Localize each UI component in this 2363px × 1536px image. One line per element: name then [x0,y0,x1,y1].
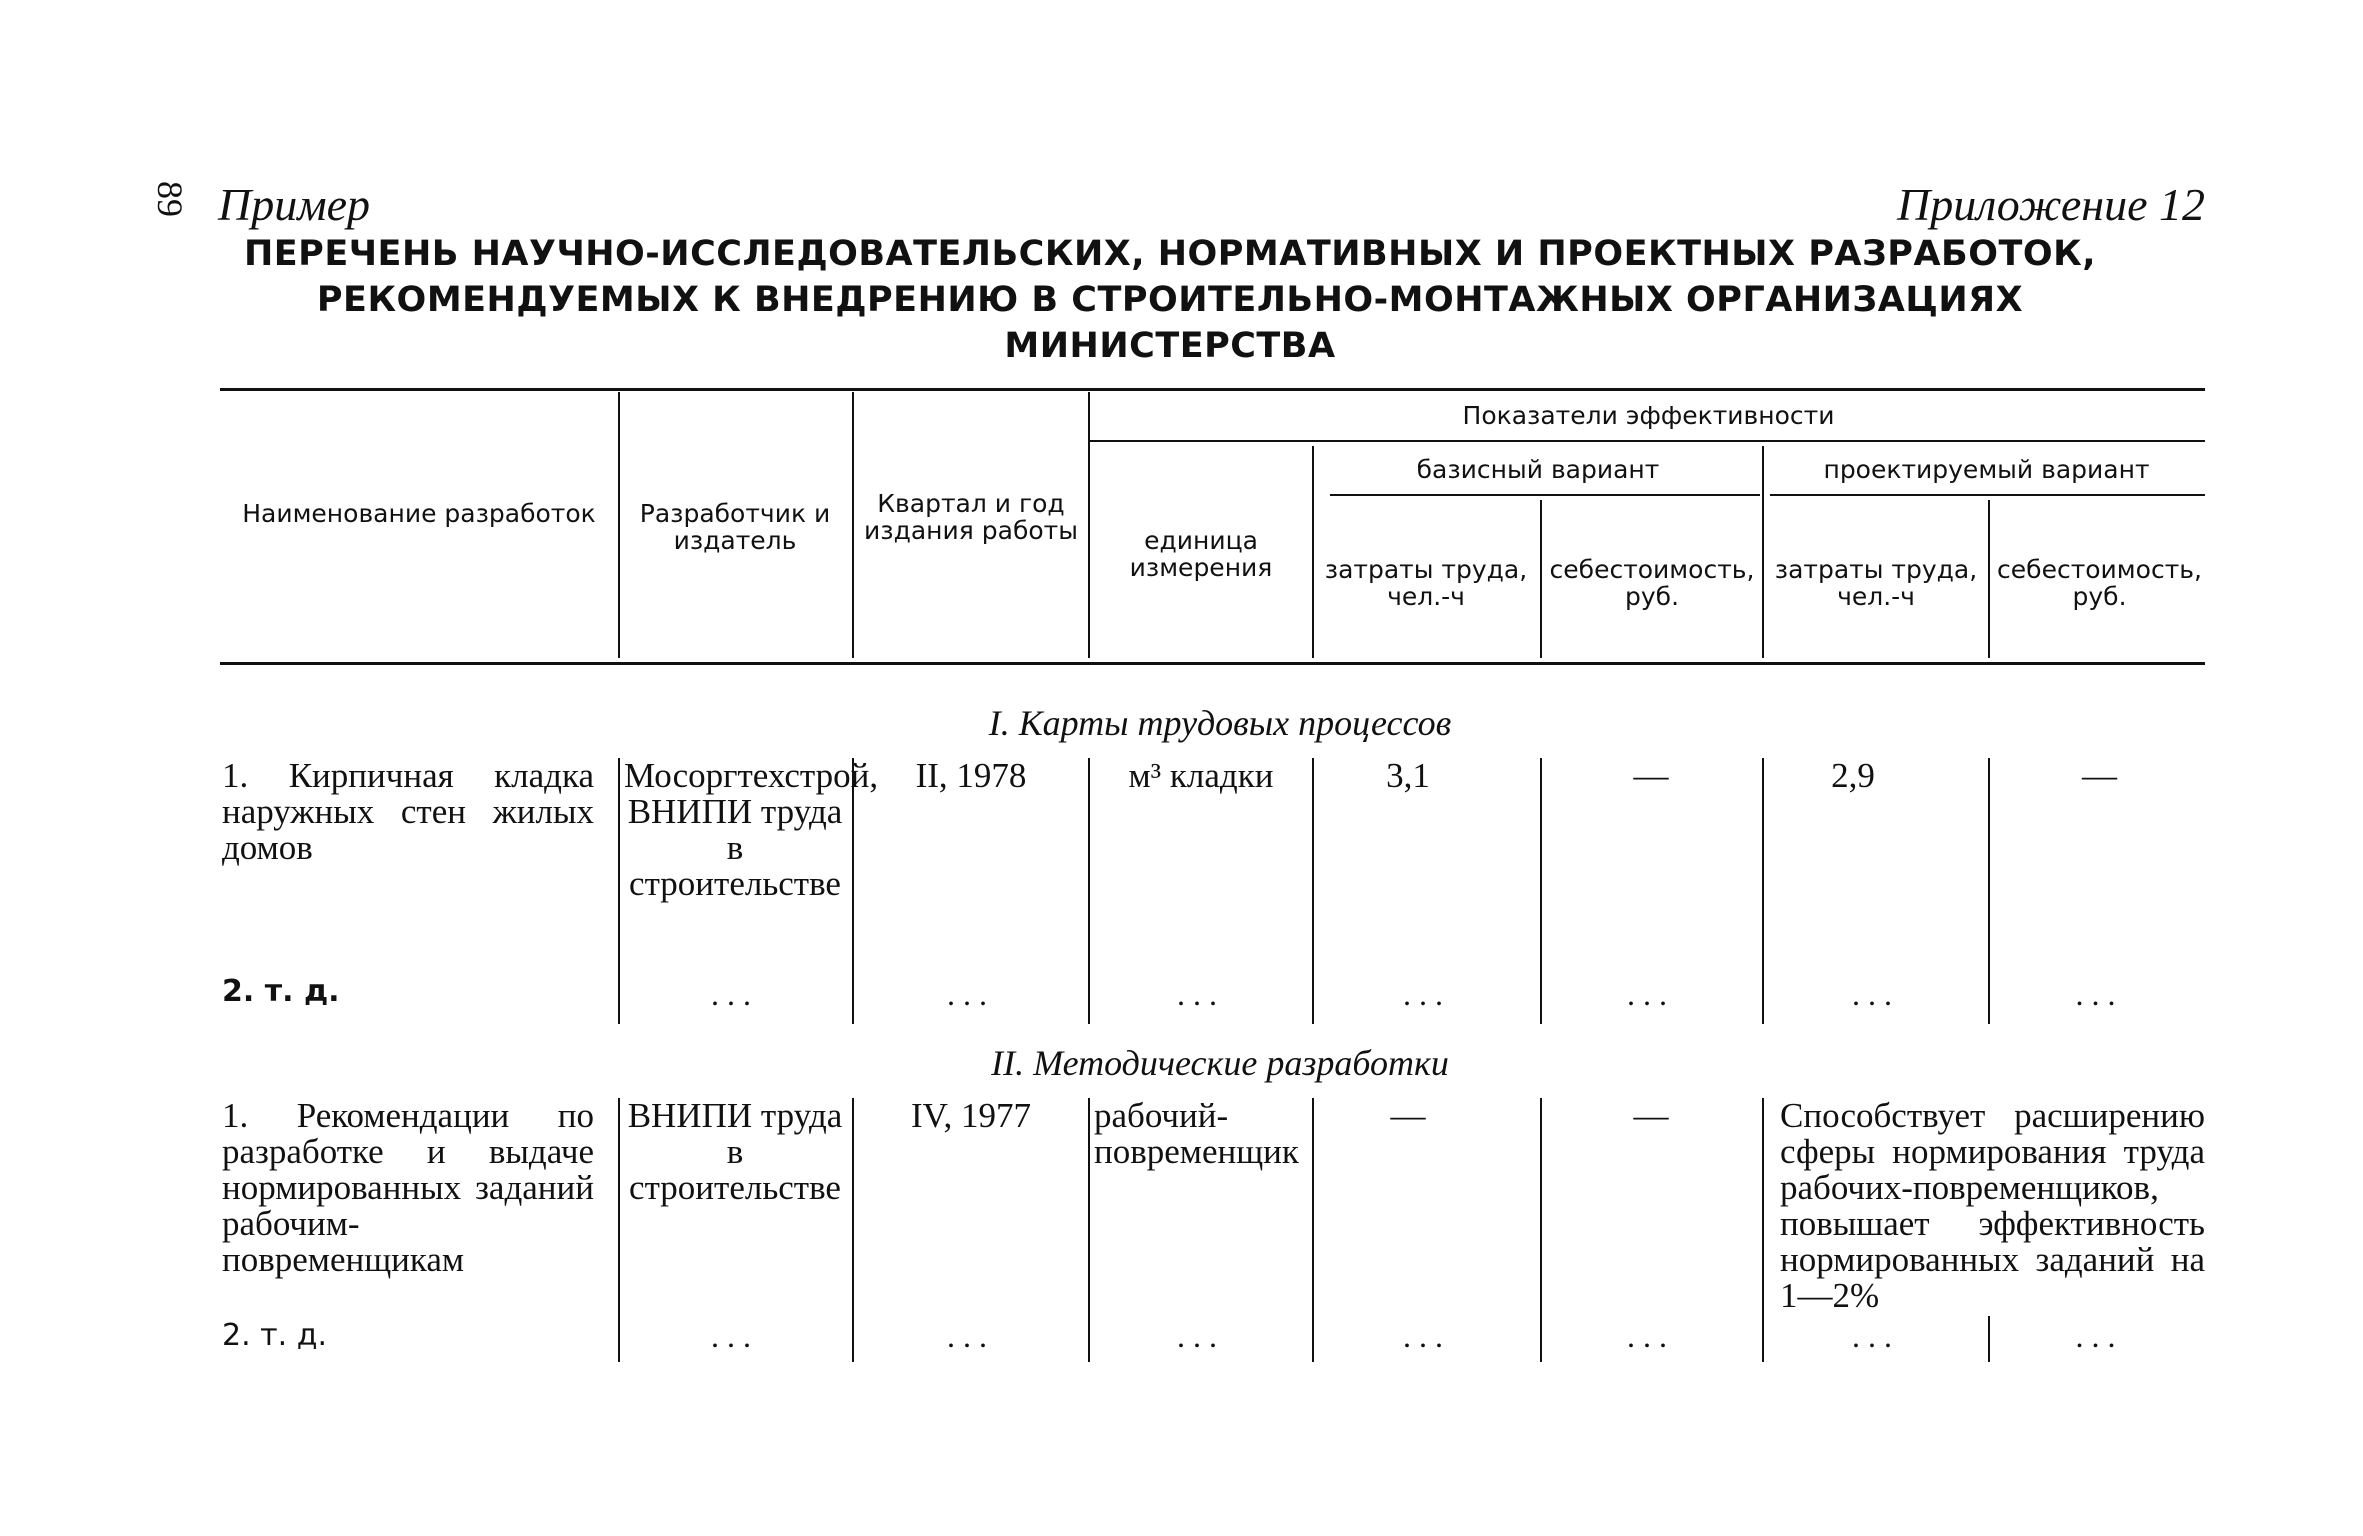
row-2-quarter: IV, 1977 [911,1096,1031,1135]
document-title-line-2: РЕКОМЕНДУЕМЫХ К ВНЕДРЕНИЮ В СТРОИТЕЛЬНО-МОНТАЖНЫХ ОРГАНИЗАЦИЯХ [316,280,2024,320]
row-divider [618,758,620,1024]
row-1-developer: Мосоргтехстрой, ВНИПИ труда в строительстве [624,756,879,903]
header-indicators: Показатели эффективности [1462,401,1835,430]
ellipsis-cell: ... [947,976,995,1012]
row-divider [852,758,854,1024]
header-divider [1762,446,1764,658]
header-unit: единица измерения [1129,526,1273,582]
section-title-2: II. Методические разработки [991,1043,1449,1083]
section-title-1: I. Карты трудовых процессов [988,703,1452,743]
table-top-rule [220,388,2205,391]
document-title-line-3: МИНИСТЕРСТВА [1004,326,1336,366]
ellipsis-cell: ... [1627,976,1675,1012]
row-divider [1540,758,1542,1024]
projected-variant-rule [1770,494,2205,496]
header-divider [618,392,620,658]
row-1-cost-projected: — [2082,756,2117,795]
row-divider [1988,758,1990,1024]
header-cost-projected: себестоимость, руб. [1997,555,2202,611]
row-divider [1988,1316,1990,1362]
row-2-name: 1. Рекомендации по разработке и выдаче нормированных заданий рабочим-повременщикам [222,1096,594,1279]
header-divider [1312,446,1314,658]
row-1-quarter: II, 1978 [915,756,1027,795]
ellipsis-cell: ... [1177,976,1225,1012]
header-divider [852,392,854,658]
row-2-cost-base: — [1633,1096,1669,1135]
row-divider [1312,758,1314,1024]
header-developer: Разработчик и издатель [639,499,831,555]
row-divider [1540,1098,1542,1362]
ellipsis-cell: ... [711,976,759,1012]
appendix-label: Приложение 12 [1896,179,2205,230]
ellipsis-cell: ... [2075,976,2124,1012]
row-divider [1088,1098,1090,1362]
etc-row-label: 2. т. д. [222,974,340,1009]
row-1-unit: м³ кладки [1128,756,1274,795]
row-2-labor-base: — [1390,1096,1426,1135]
header-labor-base: затраты труда, чел.-ч [1324,555,1528,611]
header-projected-variant: проектируемый вариант [1823,455,2150,484]
document-title-line-1: ПЕРЕЧЕНЬ НАУЧНО-ИССЛЕДОВАТЕЛЬСКИХ, НОРМАТИВНЫХ И ПРОЕКТНЫХ РАЗРАБОТОК, [243,234,2097,274]
row-divider [1312,1098,1314,1362]
header-name: Наименование разработок [242,499,596,528]
ellipsis-cell: ... [1852,976,1900,1012]
ellipsis-cell: ... [1403,976,1451,1012]
header-base-variant: базисный вариант [1416,455,1660,484]
ellipsis-cell: ... [1852,1318,1900,1354]
header-divider [1988,500,1990,658]
row-divider [852,1098,854,1362]
ellipsis-cell: ... [711,1318,759,1354]
header-divider [1540,500,1542,658]
row-1-labor-projected: 2,9 [1831,756,1875,795]
header-cost-base: себестоимость, руб. [1549,555,1755,611]
header-divider [1088,392,1090,658]
ellipsis-cell: ... [947,1318,995,1354]
header-quarter: Квартал и год издания работы [864,489,1078,545]
table-header-bottom-rule [220,662,2205,665]
row-2-developer: ВНИПИ труда в строительстве [627,1096,843,1207]
header-labor-projected: затраты труда, чел.-ч [1774,555,1978,611]
row-1-name: 1. Кирпичная кладка наружных стен жилых домов [222,756,594,867]
etc-row-label: 2. т. д. [222,1318,327,1353]
ellipsis-cell: ... [1403,1318,1451,1354]
row-2-projected-note: Способствует расширению сферы нормирования труда рабочих-повременщиков, повышает эффективность нормированных заданий на 1—2% [1780,1096,2205,1315]
row-divider [1762,758,1764,1024]
row-divider [1088,758,1090,1024]
row-divider [1762,1098,1764,1362]
ellipsis-cell: ... [2075,1318,2124,1354]
indicators-rule [1090,440,2205,442]
page-number: 89 [150,181,190,217]
row-1-cost-base: — [1633,756,1669,795]
ellipsis-cell: ... [1177,1318,1225,1354]
row-2-unit: рабочий-повременщик [1094,1096,1299,1171]
row-1-labor-base: 3,1 [1386,756,1430,795]
base-variant-rule [1330,494,1760,496]
row-divider [618,1098,620,1362]
ellipsis-cell: ... [1627,1318,1675,1354]
example-label: Пример [218,179,370,230]
